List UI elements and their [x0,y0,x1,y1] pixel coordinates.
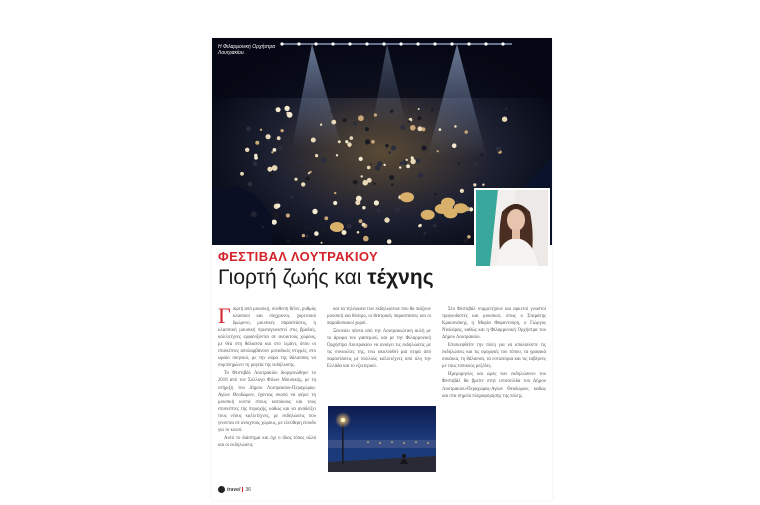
musician-mark [322,228,326,232]
musician-mark [244,140,246,142]
musician-mark [350,136,354,140]
musician-mark [434,193,437,196]
musician-mark [267,167,272,172]
musician-mark [361,181,363,183]
musician-mark [374,200,379,205]
musician-mark [336,154,338,156]
musician-mark [395,207,401,213]
musician-mark [367,166,371,170]
musician-mark [269,173,273,177]
musician-mark [418,116,422,120]
musician-mark [258,155,261,158]
paragraph: Επισκεφθείτε την πόλη για να απολαύσετε τις εκδηλώσεις και τις ομορφιές του τόπου, τα γραφικά σοκάκια, τη θάλασσα, τα εστιατόρια και τις ταβέρνες με τους τοπικούς μεζέδες. [442,343,546,370]
musician-mark [456,200,458,202]
musician-mark [312,209,317,214]
stage-light [382,42,385,45]
musician-mark [272,220,277,225]
musician-mark [439,128,442,131]
musician-mark [374,113,377,116]
musician-mark [311,138,316,143]
musician-mark [338,140,341,143]
page-footer [218,486,251,493]
musician-mark [363,236,369,242]
stage-light [416,42,419,45]
musician-mark [359,157,363,161]
musician-mark [376,208,380,212]
drum-mark [421,210,435,220]
musician-mark [286,239,290,243]
musician-mark [247,152,251,156]
headline-bold: τέχνης [367,266,434,289]
musician-mark [240,172,244,176]
musician-mark [377,161,382,166]
musician-mark [255,141,259,145]
musician-mark [500,176,502,178]
musician-mark [254,154,257,157]
musician-mark [278,146,283,151]
text-column-1 [218,306,316,494]
musician-mark [321,157,327,163]
paragraph: Αυτό το διάστημα και όχι ο ίδιος τόπος αλλά και οι εκδηλώσεις [218,435,316,448]
musician-mark [291,148,293,150]
musician-mark [421,107,424,110]
drum-mark [454,203,468,213]
musician-mark [321,242,323,244]
musician-mark [390,110,393,113]
musician-mark [482,184,484,186]
musician-mark [463,238,468,243]
musician-mark [357,231,360,234]
musician-mark [391,183,393,185]
musician-mark [388,151,391,154]
musician-mark [355,200,360,205]
musician-mark [385,144,388,147]
musician-mark [433,224,436,227]
paragraph: Ημερομηνίες και ώρες των εκδηλώσεων του Φεστιβάλ θα βρείτε στην ιστοσελίδα του Δήμου Λουτρακίου-Περαχώρας-Αγίων Θεοδώρων, καθώς και στα σημεία πληροφόρησης της πόλης. [442,372,546,399]
musician-mark [353,180,358,185]
musician-mark [320,124,322,126]
musician-mark [431,109,434,112]
musician-mark [290,195,293,198]
musician-mark [473,183,476,186]
musician-mark [313,236,315,238]
musician-mark [343,118,347,122]
text-column-3 [442,306,546,494]
musician-mark [245,148,249,152]
musician-mark [308,172,310,174]
musician-mark [505,108,507,110]
musician-mark [294,178,297,181]
musician-mark [347,142,351,146]
musician-mark [271,151,273,153]
harbor-night-photo [328,406,436,472]
musician-mark [331,120,336,125]
musician-mark [361,175,363,177]
musician-mark [266,134,271,139]
musician-mark [480,153,483,156]
musician-mark [365,139,370,144]
musician-mark [314,231,319,236]
musician-mark [333,201,337,205]
musician-mark [371,140,375,144]
musician-mark [286,213,290,217]
musician-mark [301,182,305,186]
musician-mark [460,189,464,193]
musician-mark [263,126,266,129]
photo-caption: Η Φιλαρμονική Ορχήστρα Λουτρακίου. [218,44,276,56]
musician-mark [273,212,279,218]
musician-mark [358,115,364,121]
musician-mark [458,162,460,164]
musician-mark [474,162,478,166]
musician-mark [246,127,251,132]
musician-mark [383,234,385,236]
musician-mark [286,112,288,114]
portrait-graphic [476,190,548,266]
paragraph: Στο Φεστιβάλ συμμετέχουν και αρκετοί γνωστοί τραγουδιστές και μουσικοί, όπως ο Σταμάτης Κραουνάκης, η Μαρία Φαραντούρη, ο Γιώργος Νταλάρας, καθώς και η Φιλαρμονική Ορχήστρα του Δήμου Λουτρακίου. [442,307,546,341]
page-number: 36 [245,486,251,493]
musician-mark [418,126,423,131]
drum-mark [400,192,414,202]
musician-mark [305,226,309,230]
musician-mark [416,158,421,163]
musician-mark [418,173,424,179]
musician-mark [284,106,289,111]
musician-mark [248,182,253,187]
stage-light [348,42,351,45]
magazine-page [212,38,552,500]
stage-light [501,42,504,45]
musician-mark [389,175,394,180]
musician-mark [272,165,278,171]
musician-mark [315,154,318,157]
musician-mark [502,117,507,122]
musician-mark [330,111,332,113]
musician-mark [277,136,281,140]
musician-mark [384,217,389,222]
musician-mark [418,108,420,110]
musician-mark [324,216,328,220]
musician-mark [359,219,363,223]
stage-light [331,42,334,45]
musician-mark [454,125,457,128]
paragraph: Το Φεστιβάλ Λουτρακίου διοργανώθηκε το 2018 από τον Σύλλογο Φίλων Μουσικής, με τη στήριξη του Δήμου Λουτρακίου-Περαχώρας-Αγίων Θεοδώρων, έχοντας σκοπό να φέρει τη μουσική κοντά στους κατοίκους και τους επισκέπτες της περιοχής, καθώς και να αναδείξει τους νέους καλλιτέχνες, με εκδηλώσεις που γίνονται σε ανοιχτούς χώρους, με ελεύθερη είσοδο για το κοινό. [218,371,316,433]
musician-mark [438,173,441,176]
musician-mark [342,230,347,235]
musician-mark [406,159,408,161]
musician-mark [305,176,309,180]
musician-mark [400,125,405,130]
musician-mark [260,129,262,131]
brand-logo-icon [218,486,225,493]
harbor-night-graphic [328,406,436,472]
musician-mark [400,162,403,165]
musician-mark [370,163,372,165]
musician-mark [423,232,426,235]
musician-mark [365,127,369,131]
musician-mark [421,145,426,150]
stage-light [399,42,402,45]
musician-mark [298,159,303,164]
musician-mark [334,192,336,194]
musician-mark [362,223,366,227]
musician-mark [467,235,471,239]
musician-mark [329,176,331,178]
stage-light [433,42,436,45]
musician-mark [387,239,392,244]
musician-mark [406,164,410,168]
portrait-photo [474,188,550,268]
musician-mark [452,143,457,148]
musician-mark [497,107,500,110]
paragraph: και τα τηλέφωνα των εκδηλώσεων που θα παίξουν μουσική και θέατρο, οι θεατρικές παραστάσεις και οι παραδοσιακοί χοροί. [327,307,431,327]
section-kicker: ΦΕΣΤΙΒΑΛ ΛΟΥΤΡΑΚΙΟΥ [218,249,379,264]
musician-mark [362,206,365,209]
musician-mark [276,107,281,112]
musician-mark [345,140,348,143]
musician-mark [305,235,308,238]
drum-mark [330,222,344,232]
musician-mark [418,225,421,228]
stage-light [314,42,317,45]
musician-mark [391,145,396,150]
musician-mark [383,164,385,166]
musician-mark [399,166,401,168]
stage-light [365,42,368,45]
musician-mark [367,178,372,183]
musician-mark [315,186,318,189]
musician-mark [437,150,439,152]
drop-cap: Γ [218,306,231,328]
musician-mark [496,146,502,152]
headline-regular: Γιορτή ζωής και [218,266,368,289]
musician-mark [410,125,416,131]
musician-mark [410,159,415,164]
musician-mark [281,129,284,132]
article-headline [218,266,434,290]
musician-mark [408,120,410,122]
stage-light [297,42,300,45]
stage-light [484,42,487,45]
musician-mark [253,161,258,166]
musician-mark [273,148,277,152]
footer-divider [242,487,243,492]
paragraph: Ξεκινάει πάντα από την Λουτρακιώτικη αυλή με το άρωμα του γιασεμιού, και με την Φιλαρμονική Ορχήστρα Λουτρακίου να ανοίγει τις εκδηλώσεις με τις συναυλίες της, ενώ ακολουθεί μια σειρά από παραστάσεις με πολλούς καλλιτέχνες από όλη την Ελλάδα και το εξωτερικό. [327,329,431,370]
musician-mark [353,121,357,125]
musician-mark [373,183,375,185]
stage-light [467,42,470,45]
paragraph: ιορτή από μουσική, σύνθεση θέλει, ρυθμός κλασικοί και σύγχρονοι, χορευτικό δρώμενο, μουσικές παραστάσεις, η κλασσική μουσική πρωταγωνιστεί στις βραδιές, καλλιτέχνες εμφανίζονται σε ανοικτούς χώρους, με θέα στη θάλασσα και στο λιμάνι, όπου οι επισκέπτες απολαμβάνουν μοναδικές στιγμές, στο ωραίο σκηνικό, με την αύρα της θάλασσας να συμπληρώνει τη μαγεία της εκδήλωσης. [218,307,316,369]
brand-name: travel [227,486,241,493]
text-column-2 [327,306,431,406]
musician-mark [347,224,352,229]
stage-light [450,42,453,45]
musician-mark [302,234,305,237]
musician-mark [465,130,468,133]
drum-mark [439,204,453,214]
musician-mark [276,204,280,208]
